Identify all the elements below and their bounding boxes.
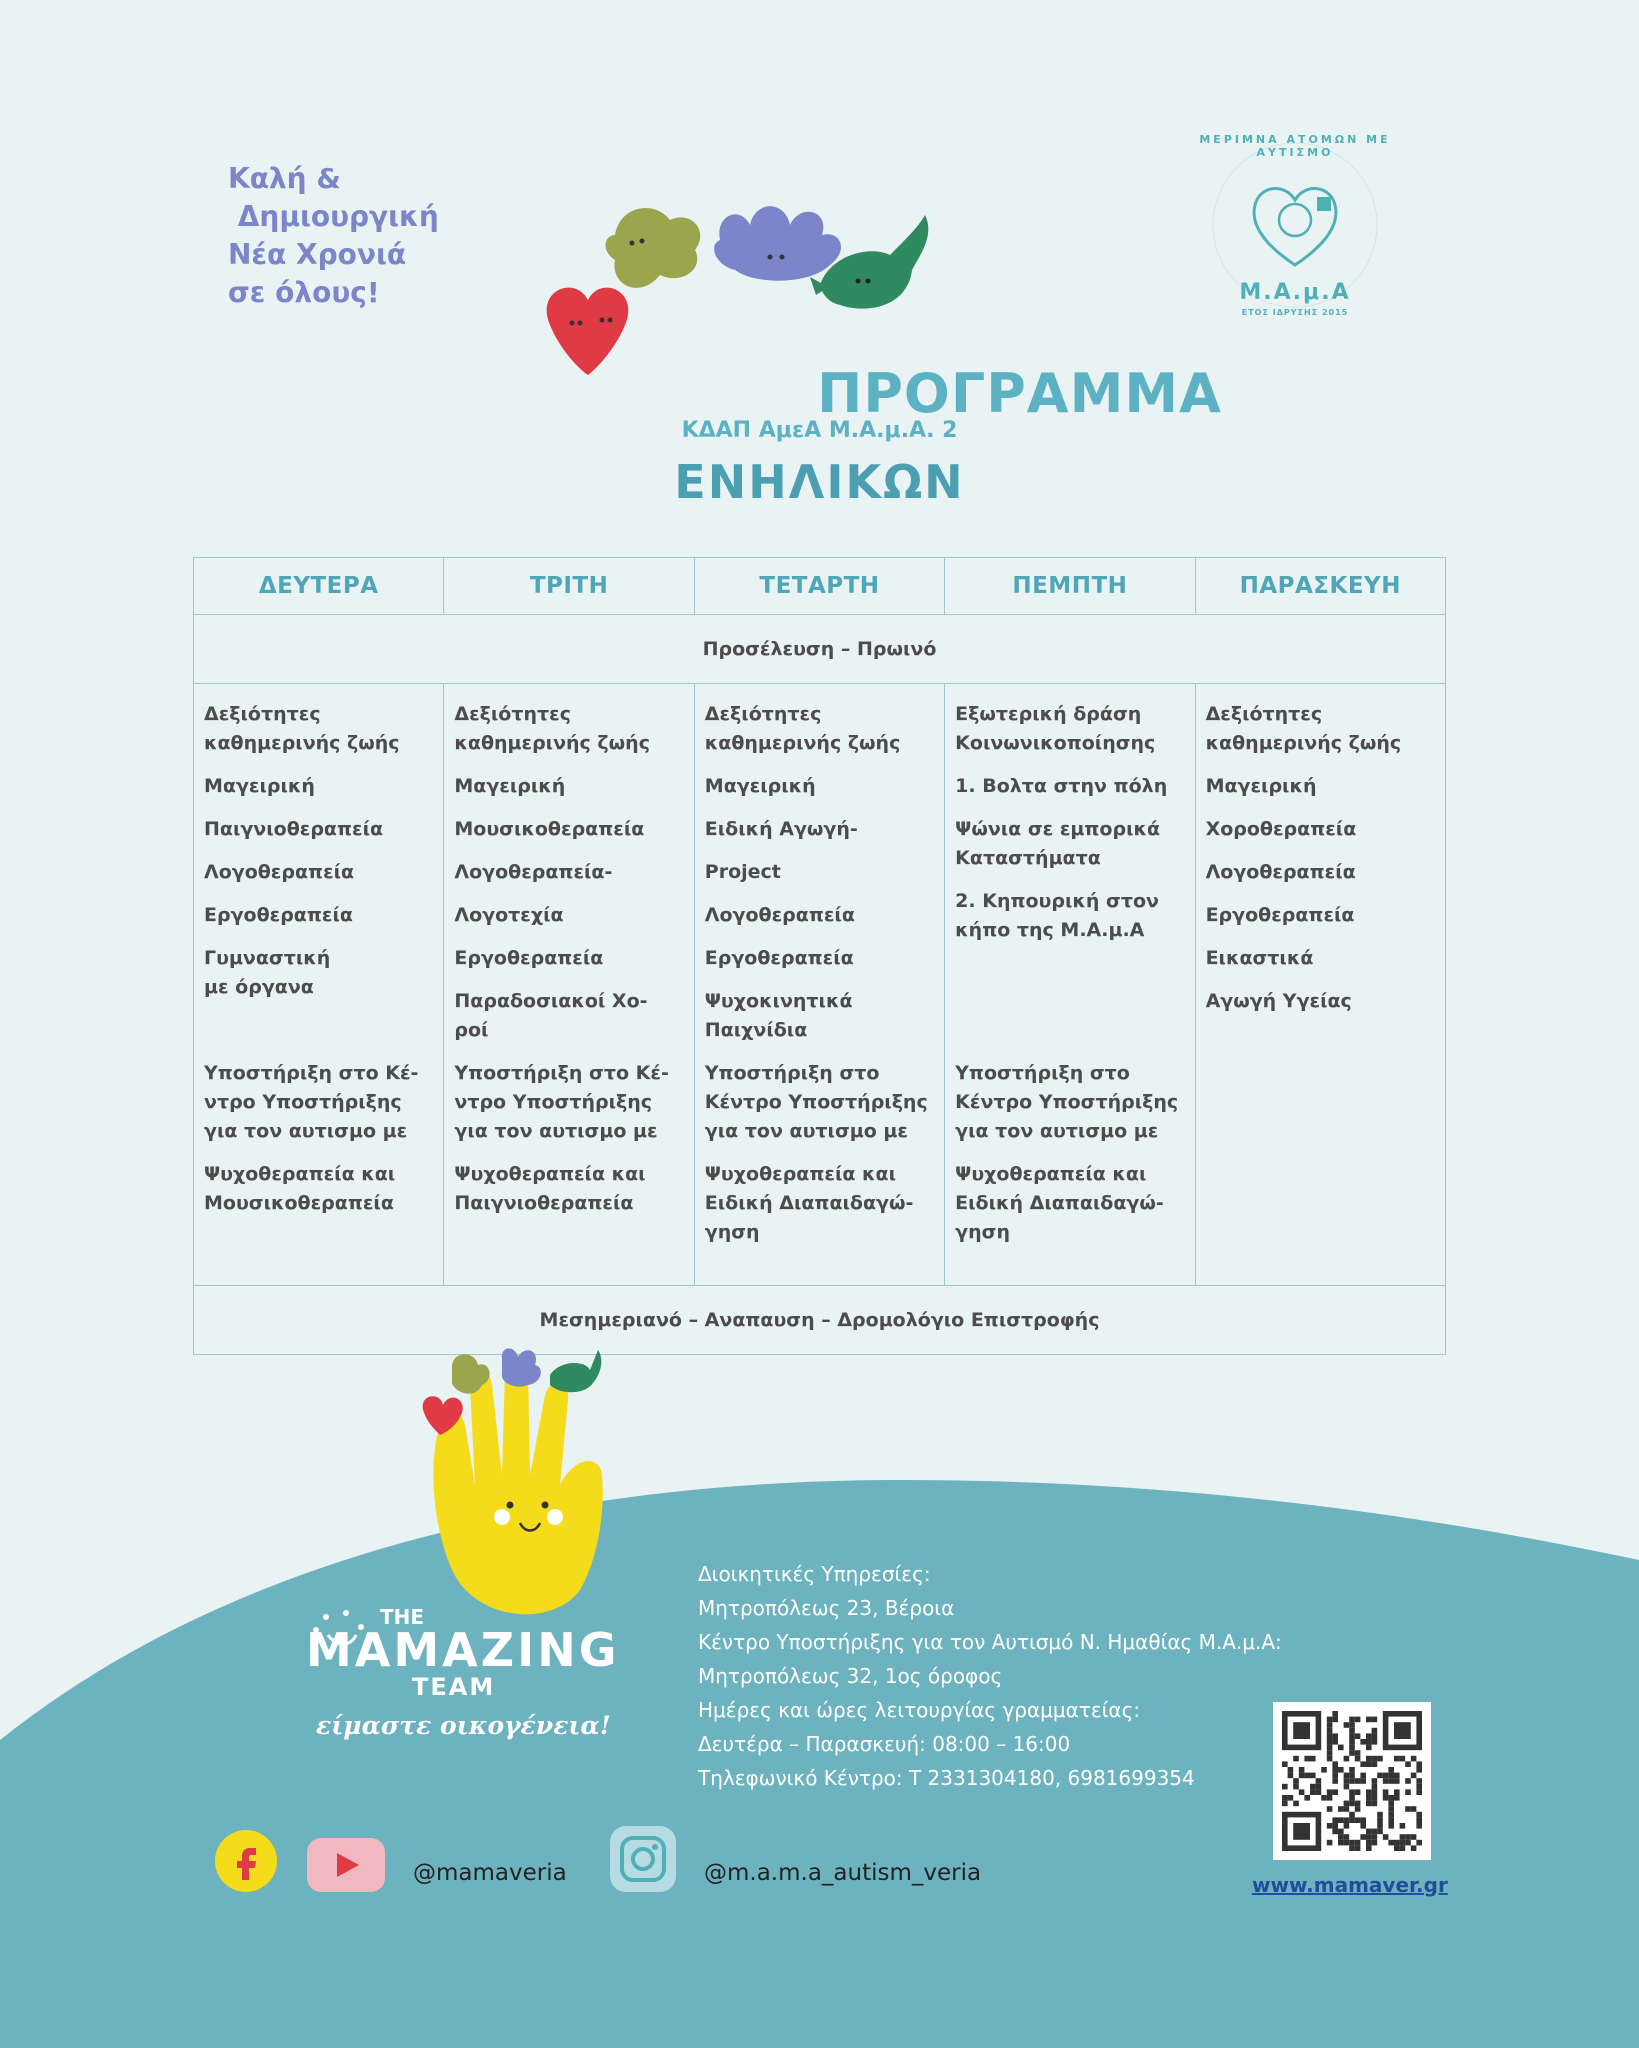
day-header: ΤΡΙΤΗ: [444, 558, 694, 615]
greeting-text: [228, 160, 488, 312]
activity-item: Ειδική Αγωγή-: [704, 818, 858, 840]
activity-item: Παραδοσιακοί Χο- ροί: [454, 990, 648, 1041]
activity-item: Μουσικοθεραπεία: [454, 818, 645, 840]
contact-line: Τηλεφωνικό Κέντρο: Τ 2331304180, 6981699354: [698, 1766, 1195, 1790]
weekly-schedule-table: [193, 557, 1446, 1355]
logo-founded: ΕΤΟΣ ΙΔΡΥΣΗΣ 2015: [1241, 308, 1349, 317]
activity-item: Εργοθεραπεία: [204, 904, 353, 926]
activity-item: Ψυχοθεραπεία και Ειδική Διαπαιδαγώ- γηση: [955, 1163, 1164, 1243]
qr-code[interactable]: [1273, 1702, 1431, 1860]
activity-item: Λογοθεραπεία: [204, 861, 355, 883]
facebook-icon: [215, 1830, 277, 1892]
day-activities-cell: [694, 684, 944, 1286]
activity-item: Υποστήριξη στο Κέντρο Υποστήριξης για τον αυτισμο με: [955, 1062, 1179, 1142]
support-activities: [955, 1059, 1190, 1261]
hand-mascot-illustration: [410, 1345, 630, 1625]
activities-row: [194, 684, 1446, 1286]
contact-line: Μητροπόλεως 23, Βέροια: [698, 1596, 955, 1620]
activity-item: Υποστήριξη στο Κέ- ντρο Υποστήριξης για τον αυτισμο με: [454, 1062, 669, 1142]
activity-item: Λογοθεραπεία: [704, 904, 855, 926]
activity-item: Μαγειρική: [704, 775, 816, 797]
activity-item: Εργοθεραπεία: [454, 947, 604, 969]
page-title-adults: ΕΝΗΛΙΚΩΝ: [674, 455, 965, 509]
social-handle-instagram[interactable]: @m.a.m.a_autism_veria: [704, 1860, 982, 1886]
day-header: ΠΕΜΠΤΗ: [945, 558, 1195, 615]
activity-item: Μαγειρική: [1205, 775, 1317, 797]
activity-item: Αγωγή Υγείας: [1205, 990, 1352, 1012]
website-link[interactable]: www.mamaver.gr: [1252, 1873, 1448, 1897]
logo-name: Μ.Α.μ.Α: [1239, 280, 1351, 305]
activity-item: Λογοθεραπεία: [1205, 861, 1356, 883]
activity-item: Ψυχοθεραπεία και Μουσικοθεραπεία: [204, 1163, 396, 1214]
arrival-label: Προσέλευση – Πρωινό: [194, 615, 1446, 684]
activity-item: Δεξιότητες καθημερινής ζωής: [204, 703, 400, 754]
support-activities: [454, 1059, 689, 1232]
activity-item: Μαγειρική: [204, 775, 315, 797]
day-header: ΠΑΡΑΣΚΕΥΗ: [1195, 558, 1445, 615]
mama-logo: [1195, 125, 1395, 325]
activity-item: Εξωτερική δράση Κοινωνικοποίησης: [955, 703, 1156, 754]
days-header-row: [194, 558, 1446, 615]
facebook-button[interactable]: [215, 1830, 277, 1896]
activity-item: Υποστήριξη στο Κέντρο Υποστήριξης για τον αυτισμο με: [704, 1062, 928, 1142]
activity-item: Δεξιότητες καθημερινής ζωής: [1205, 703, 1402, 754]
activity-item: Χοροθεραπεία: [1205, 818, 1357, 840]
greeting-line: Δημιουργική: [228, 200, 439, 233]
activity-item: 1. Βολτα στην πόλη: [955, 775, 1168, 797]
youtube-button[interactable]: [307, 1838, 385, 1896]
day-activities-cell: [1195, 684, 1445, 1286]
brand-mamazing: MAMAZING: [306, 1623, 620, 1677]
day-activities-cell: [194, 684, 444, 1286]
greeting-line: σε όλους!: [228, 276, 380, 309]
day-activities-cell: [444, 684, 694, 1286]
activity-item: Εργοθεραπεία: [704, 947, 854, 969]
activity-item: Μαγειρική: [454, 775, 566, 797]
contact-line: Κέντρο Υποστήριξης για τον Αυτισμό Ν. Ημαθίας Μ.Α.μ.Α:: [698, 1630, 1282, 1654]
activity-item: Ψυχοκινητικά Παιχνίδια: [704, 990, 853, 1041]
activity-item: Project: [704, 861, 781, 883]
contact-line: Δευτέρα – Παρασκευή: 08:00 – 16:00: [698, 1732, 1071, 1756]
brand-the: THE: [380, 1605, 425, 1629]
activity-item: Λογοθεραπεία-: [454, 861, 613, 883]
greeting-line: Καλή &: [228, 162, 341, 195]
activity-item: Εργοθεραπεία: [1205, 904, 1355, 926]
support-activities: [705, 1059, 940, 1261]
olive-leaf-icon: [606, 208, 701, 288]
contact-line: Διοικητικές Υπηρεσίες:: [698, 1562, 931, 1586]
activity-item: Λογοτεχία: [454, 904, 564, 926]
activity-item: Υποστήριξη στο Κέ- ντρο Υποστήριξης για τον αυτισμο με: [204, 1062, 419, 1142]
closing-label: Μεσημεριανό – Αναπαυση – Δρομολόγιο Επιστροφής: [194, 1286, 1446, 1355]
qr-code-icon: [1273, 1702, 1431, 1860]
activity-item: 2. Κηπουρική στον κήπο της Μ.Α.μ.Α: [955, 890, 1159, 941]
support-activities: [204, 1059, 439, 1232]
youtube-icon: [307, 1838, 385, 1892]
activity-item: Γυμναστική με όργανα: [204, 947, 331, 998]
activity-item: Παιγνιοθεραπεία: [204, 818, 384, 840]
activity-item: Εικαστικά: [1205, 947, 1314, 969]
activity-item: Ψυχοθεραπεία και Ειδική Διαπαιδαγώ- γηση: [704, 1163, 914, 1243]
page-subtitle: ΚΔΑΠ ΑμεΑ Μ.Α.μ.Α. 2: [681, 418, 958, 443]
contact-line: Μητροπόλεως 32, 1ος όροφος: [698, 1664, 1003, 1688]
instagram-icon: [610, 1826, 676, 1892]
social-handle-mamaveria[interactable]: @mamaveria: [413, 1860, 567, 1886]
day-header: ΔΕΥΤΕΡΑ: [194, 558, 444, 615]
brand-tagline: είμαστε οικογένεια!: [316, 1711, 611, 1740]
day-header: ΤΕΤΑΡΤΗ: [694, 558, 944, 615]
activity-item: Δεξιότητες καθημερινής ζωής: [454, 703, 650, 754]
brand-team: TEAM: [412, 1673, 496, 1701]
activity-item: Δεξιότητες καθημερινής ζωής: [704, 703, 901, 754]
arrival-row: [194, 615, 1446, 684]
instagram-button[interactable]: [610, 1826, 676, 1896]
activity-item: Ψώνια σε εμπορικά Καταστήματα: [955, 818, 1161, 869]
activity-item: Ψυχοθεραπεία και Παιγνιοθεραπεία: [454, 1163, 646, 1214]
contact-info: [698, 1557, 1282, 1795]
purple-shell-icon: [714, 206, 841, 280]
contact-line: Ημέρες και ώρες λειτουργίας γραμματείας:: [698, 1698, 1141, 1722]
day-activities-cell: [945, 684, 1195, 1286]
closing-row: [194, 1286, 1446, 1355]
logo-arc-text: ΜΕΡΙΜΝΑ ΑΤΟΜΩΝ ΜΕ ΑΥΤΙΣΜΟ: [1199, 133, 1391, 159]
greeting-line: Νέα Χρονιά: [228, 238, 407, 271]
page-title: ΠΡΟΓΡΑΜΜΑ: [817, 362, 1222, 425]
